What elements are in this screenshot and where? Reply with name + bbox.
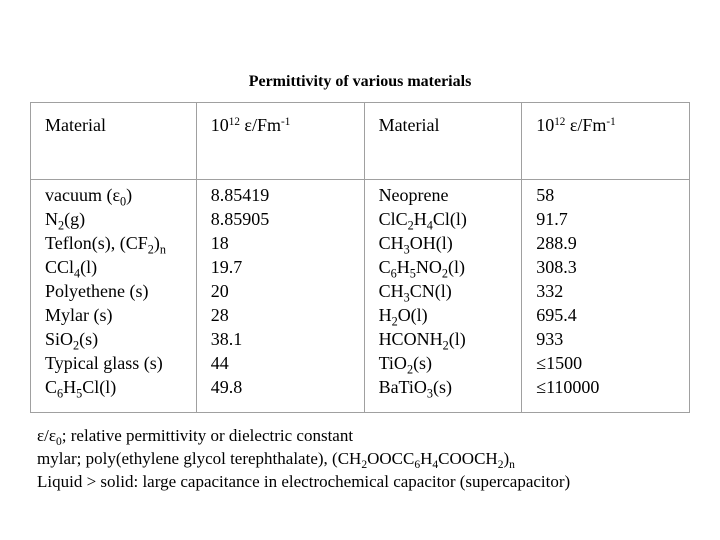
permittivity-value: ≤1500 <box>536 353 583 373</box>
formula-text: ) <box>153 233 160 253</box>
header-value-right <box>522 103 690 180</box>
formula-text: ClC <box>378 209 408 229</box>
permittivity-value: 308.3 <box>536 257 577 277</box>
formula-text: (s) <box>79 329 99 349</box>
header-value-exp: 12 <box>228 115 240 128</box>
formula-text: COOCH <box>438 449 498 468</box>
material-name <box>379 303 522 327</box>
formula-subscript: 5 <box>409 266 416 281</box>
formula-text: Mylar (s) <box>45 305 113 325</box>
header-value-exp: 12 <box>554 115 566 128</box>
formula-subscript: 2 <box>497 458 504 472</box>
formula-subscript: 2 <box>73 338 80 353</box>
formula-text: (l) <box>80 257 98 277</box>
formula-text: mylar; poly(ethylene glycol terephthalate), (CH <box>37 449 362 468</box>
formula-text: H <box>378 305 392 325</box>
permittivity-value: 933 <box>536 329 564 349</box>
formula-subscript: 2 <box>58 218 65 233</box>
formula-text: Cl(l) <box>82 377 117 397</box>
formula-text: (s) <box>413 353 433 373</box>
formula-subscript: 2 <box>361 458 368 472</box>
notes <box>37 424 570 493</box>
material-name <box>379 327 522 351</box>
formula-subscript: 6 <box>390 266 397 281</box>
formula-text: CN(l) <box>409 281 452 301</box>
formula-text: Typical glass (s) <box>45 353 163 373</box>
material-name <box>379 207 522 231</box>
left-materials-cell <box>31 180 197 413</box>
material-name <box>45 255 196 279</box>
permittivity-value: 8.85905 <box>210 209 270 229</box>
formula-subscript: 2 <box>441 266 448 281</box>
header-material-right: Material <box>364 103 522 180</box>
formula-subscript: 6 <box>414 458 421 472</box>
page-title: Permittivity of various materials <box>248 73 472 90</box>
formula-subscript: n <box>159 242 166 257</box>
permittivity-table <box>30 102 690 413</box>
formula-text: N <box>45 209 58 229</box>
permittivity-value: 49.8 <box>210 377 243 397</box>
formula-text: Neoprene <box>378 185 449 205</box>
formula-text: ) <box>126 185 133 205</box>
formula-text: ) <box>503 449 510 468</box>
formula-text: C <box>378 257 391 277</box>
formula-subscript: 3 <box>426 386 434 401</box>
material-name <box>45 183 196 207</box>
formula-text: H <box>413 209 427 229</box>
material-name <box>379 231 522 255</box>
material-name <box>379 375 522 399</box>
formula-text: (g) <box>64 209 86 229</box>
formula-subscript: 6 <box>57 386 64 401</box>
formula-text: Cl(l) <box>432 209 467 229</box>
header-value-mid: ε/Fm <box>565 115 607 135</box>
formula-text: CH <box>378 233 404 253</box>
note-relative-permittivity <box>37 424 570 447</box>
formula-text: (l) <box>447 257 465 277</box>
material-name <box>379 183 522 207</box>
header-value-mid: ε/Fm <box>239 115 281 135</box>
permittivity-value: 695.4 <box>536 305 577 325</box>
permittivity-value: 44 <box>210 353 229 373</box>
permittivity-value: 19.7 <box>210 257 243 277</box>
permittivity-value: 20 <box>210 281 229 301</box>
material-name <box>45 207 196 231</box>
permittivity-value: 58 <box>536 185 555 205</box>
formula-subscript: 3 <box>403 242 410 257</box>
material-name <box>45 327 196 351</box>
header-unit-exp: -1 <box>281 115 291 128</box>
right-materials-cell <box>364 180 522 413</box>
permittivity-value: 28 <box>210 305 229 325</box>
permittivity-value: 38.1 <box>210 329 243 349</box>
material-name <box>379 351 522 375</box>
header-value-left <box>196 103 364 180</box>
formula-subscript: n <box>509 458 515 472</box>
permittivity-value: 8.85419 <box>210 185 270 205</box>
note-supercapacitor: Liquid > solid: large capacitance in electrochemical capacitor (supercapacitor) <box>37 472 571 491</box>
formula-text: OOCC <box>367 449 415 468</box>
formula-subscript: 5 <box>76 386 83 401</box>
formula-subscript: 4 <box>74 266 81 281</box>
formula-text: Teflon(s), (CF <box>45 233 148 253</box>
formula-text: H <box>396 257 410 277</box>
formula-subscript: 3 <box>403 290 410 305</box>
formula-text: vacuum (ε <box>45 185 121 205</box>
material-name <box>379 255 522 279</box>
formula-text: BaTiO <box>378 377 427 397</box>
permittivity-value: 18 <box>210 233 229 253</box>
formula-text: CCl <box>45 257 75 277</box>
formula-subscript: 4 <box>432 458 439 472</box>
formula-text: HCONH <box>378 329 443 349</box>
formula-subscript: 2 <box>407 218 414 233</box>
formula-text: TiO <box>378 353 407 373</box>
header-value-prefix: 10 <box>210 115 229 135</box>
formula-subscript: 0 <box>120 194 127 209</box>
left-values-cell <box>196 180 364 413</box>
material-name <box>45 279 196 303</box>
formula-subscript: 2 <box>391 314 398 329</box>
material-name <box>45 375 196 399</box>
header-unit-exp: -1 <box>606 115 616 128</box>
formula-text: Polyethene (s) <box>45 281 149 301</box>
material-name <box>379 279 522 303</box>
permittivity-value: 288.9 <box>536 233 577 253</box>
permittivity-value: ≤110000 <box>536 377 600 397</box>
formula-text: OH(l) <box>409 233 453 253</box>
permittivity-value: 91.7 <box>536 209 568 229</box>
formula-text: CH <box>378 281 404 301</box>
formula-text: C <box>45 377 58 397</box>
right-values-cell <box>522 180 690 413</box>
permittivity-value: 332 <box>536 281 564 301</box>
note-mylar-formula <box>37 447 570 470</box>
formula-text: ; relative permittivity or dielectric constant <box>61 426 354 445</box>
header-value-prefix: 10 <box>536 115 555 135</box>
formula-subscript: 2 <box>147 242 154 257</box>
table-body-row <box>31 180 690 413</box>
formula-subscript: 2 <box>442 338 449 353</box>
formula-subscript: 2 <box>406 362 414 377</box>
formula-text: ε/ε <box>37 426 57 445</box>
formula-text: H <box>63 377 77 397</box>
formula-subscript: 0 <box>56 435 62 449</box>
table-header-row <box>31 103 690 180</box>
material-name <box>45 351 196 375</box>
formula-text: NO <box>415 257 442 277</box>
material-name <box>45 303 196 327</box>
formula-text: SiO <box>45 329 74 349</box>
formula-text: (l) <box>448 329 466 349</box>
material-name <box>45 231 196 255</box>
formula-text: O(l) <box>397 305 428 325</box>
header-material-left: Material <box>31 103 197 180</box>
formula-text: H <box>420 449 433 468</box>
formula-subscript: 4 <box>426 218 433 233</box>
formula-text: (s) <box>433 377 453 397</box>
